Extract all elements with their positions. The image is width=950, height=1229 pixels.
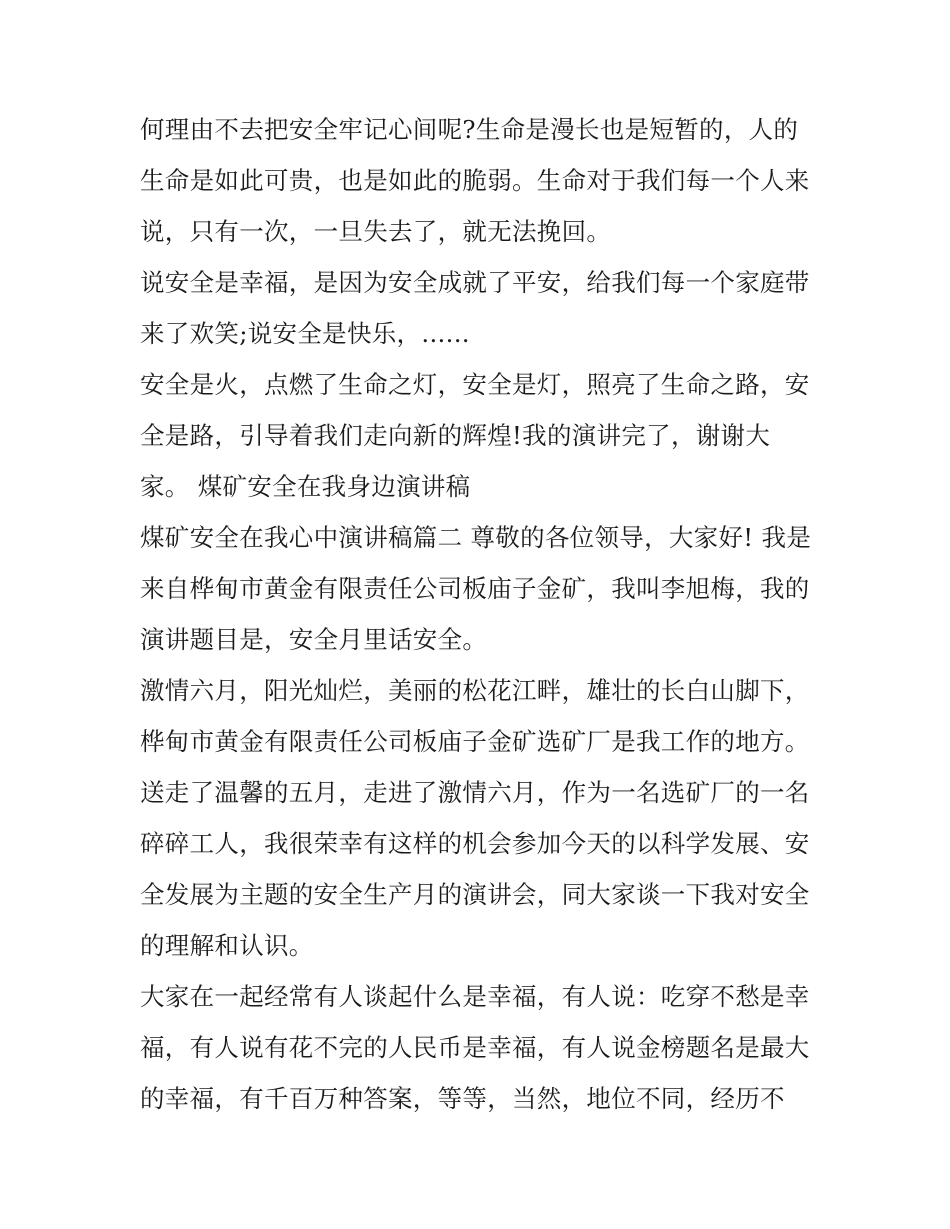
text-line: 桦甸市黄金有限责任公司板庙子金矿选矿厂是我工作的地方。 — [140, 727, 810, 756]
text-line: 的理解和认识。 — [140, 931, 314, 960]
text-line: 家。 煤矿安全在我身边演讲稿 — [140, 472, 471, 501]
text-line: 来自桦甸市黄金有限责任公司板庙子金矿，我叫李旭梅，我的 — [140, 574, 810, 603]
text-line: 全是路，引导着我们走向新的辉煌!我的演讲完了，谢谢大 — [140, 421, 771, 450]
text-line: 全发展为主题的安全生产月的演讲会，同大家谈一下我对安全 — [140, 880, 810, 909]
text-line: 说，只有一次，一旦失去了，就无法挽回。 — [140, 217, 612, 246]
text-line: 碎碎工人，我很荣幸有这样的机会参加今天的以科学发展、安 — [140, 829, 810, 858]
text-line: 演讲题目是，安全月里话安全。 — [140, 625, 488, 654]
text-line: 说安全是幸福，是因为安全成就了平安，给我们每一个家庭带 — [140, 268, 810, 297]
text-line: 送走了温馨的五月，走进了激情六月，作为一名选矿厂的一名 — [140, 778, 810, 807]
text-line: 生命是如此可贵，也是如此的脆弱。生命对于我们每一个人来 — [140, 166, 810, 195]
text-line: 来了欢笑;说安全是快乐，...... — [140, 319, 470, 348]
document-body — [140, 104, 820, 1124]
text-line: 何理由不去把安全牢记心间呢?生命是漫长也是短暂的，人的 — [140, 115, 799, 144]
text-line: 福，有人说有花不完的人民币是幸福，有人说金榜题名是最大 — [140, 1033, 810, 1062]
text-line: 的幸福，有千百万种答案，等等，当然，地位不同，经历不 — [140, 1084, 785, 1113]
text-line: 安全是火，点燃了生命之灯，安全是灯，照亮了生命之路，安 — [140, 370, 810, 399]
text-line: 激情六月，阳光灿烂，美丽的松花江畔，雄壮的长白山脚下， — [140, 676, 810, 705]
text-line: 煤矿安全在我心中演讲稿篇二 尊敬的各位领导，大家好! 我是 — [140, 523, 812, 552]
text-line: 大家在一起经常有人谈起什么是幸福，有人说：吃穿不愁是幸 — [140, 982, 810, 1011]
